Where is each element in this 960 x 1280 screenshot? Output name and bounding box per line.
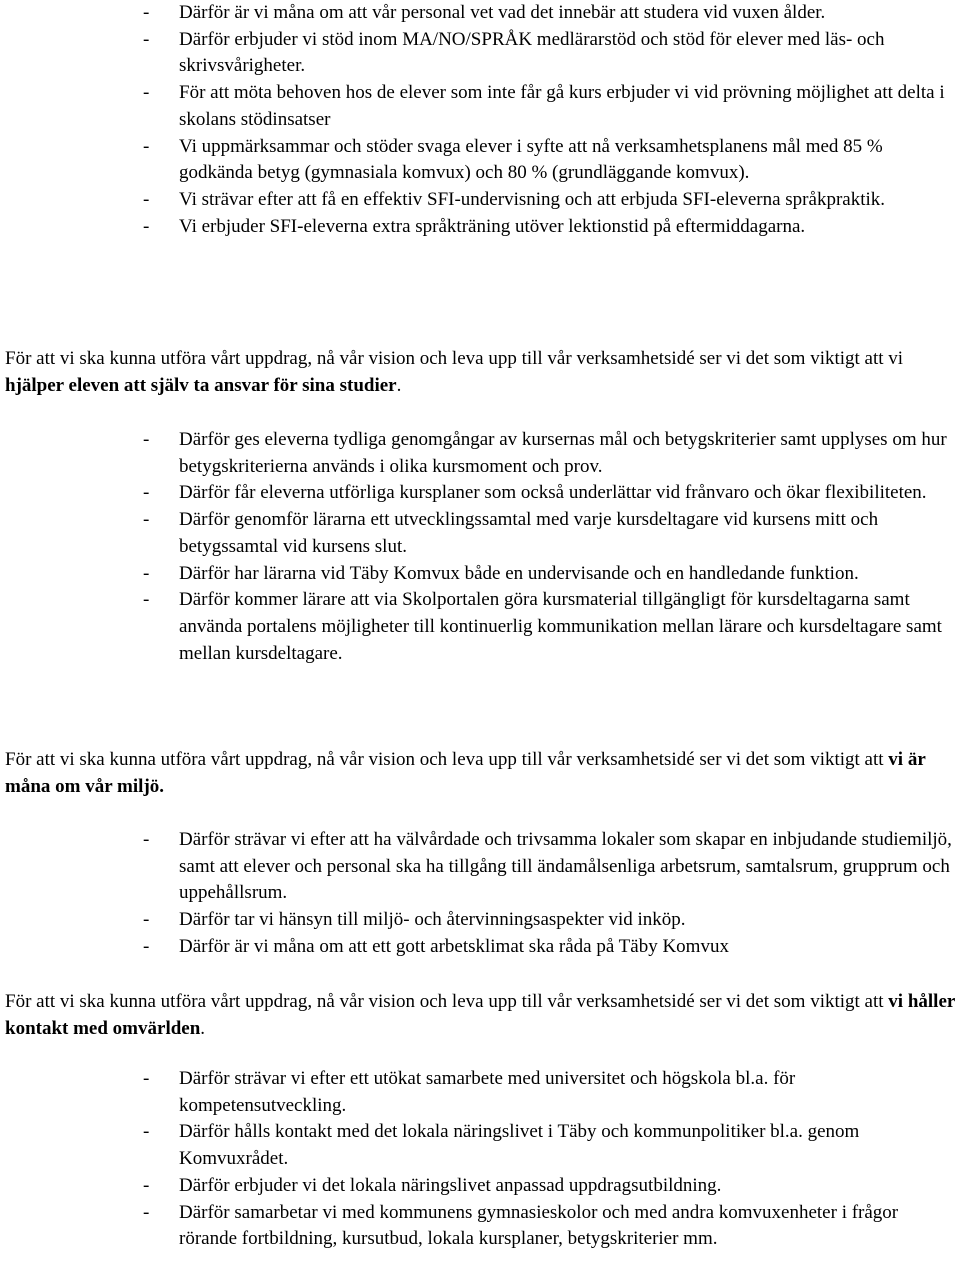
list-item: - Därför ges eleverna tydliga genomgångar av kursernas mål och betygskriterier samt upplyses om hur betygskriterierna används i olika kursmoment och prov.	[143, 429, 947, 477]
emphasis: vi håller kontakt med omvärlden	[5, 991, 955, 1039]
dash-bullet: -	[143, 482, 150, 504]
dash-bullet: -	[143, 909, 150, 931]
dash-bullet: -	[143, 82, 150, 104]
list-item: - Därför strävar vi efter ett utökat samarbete med universitet och högskola bl.a. för kompetensutveckling.	[143, 1068, 796, 1116]
list-item: - Därför är vi måna om att vår personal vet vad det innebär att studera vid vuxen ålder.	[0, 0, 959, 27]
list-item: - Vi uppmärksammar och stöder svaga elever i syfte att nå verksamhetsplanens mål med 85 % godkända betyg (gymnasiala komvux) och 80 % (grundläggande komvux).	[143, 135, 883, 184]
dash-bullet: -	[143, 2, 150, 23]
list-item: - Därför får eleverna utförliga kursplaner som också underlättar vid frånvaro och ökar flexibiliteten.	[0, 480, 959, 507]
bullet-list-support	[0, 0, 959, 240]
paragraph-outreach: För att vi ska kunna utföra vårt uppdrag, nå vår vision och leva upp till vår verksamhetsidé ser vi det som viktigt att vi håller kontakt med omvärlden.	[5, 991, 955, 1039]
dash-bullet: -	[143, 509, 150, 531]
dash-bullet: -	[143, 1201, 150, 1223]
dash-bullet: -	[143, 28, 150, 50]
list-item: - Vi erbjuder SFI-eleverna extra språkträning utöver lektionstid på eftermiddagarna.	[0, 214, 959, 241]
list-item: - Därför strävar vi efter att ha välvårdade och trivsamma lokaler som skapar en inbjudande studiemiljö, samt att elever och personal ska ha tillgång till ändamålsenliga arbetsrum, samtalsrum, grupprum och uppehållsrum.	[143, 829, 952, 904]
list-item: - Därför samarbetar vi med kommunens gymnasieskolor och med andra komvuxenheter i frågor rörande fortbildning, kursutbud, lokala kursplaner, betygskriterier mm.	[143, 1201, 899, 1250]
list-item: - Vi strävar efter att få en effektiv SFI-undervisning och att erbjuda SFI-eleverna språkpraktik.	[0, 187, 959, 214]
dash-bullet: -	[143, 1174, 150, 1196]
list-item: - För att möta behoven hos de elever som inte får gå kurs erbjuder vi vid prövning möjlighet att delta i skolans stödinsatser	[143, 82, 945, 130]
dash-bullet: -	[143, 562, 150, 584]
dash-bullet: -	[143, 429, 150, 450]
list-item: - Därför kommer lärare att via Skolportalen göra kursmaterial tillgängligt för kursdeltagarna samt använda portalens möjligheter till kontinuerlig kommunikation mellan lärare och kursdeltagare samt mellan kursdeltagare.	[143, 589, 942, 664]
dash-bullet: -	[143, 188, 150, 210]
list-item: - Därför erbjuder vi det lokala näringslivet anpassad uppdragsutbildning.	[0, 1173, 959, 1200]
bullet-list-responsibility	[0, 427, 959, 667]
list-item: - Därför är vi måna om att ett gott arbetsklimat ska råda på Täby Komvux	[0, 934, 959, 961]
dash-bullet: -	[143, 589, 150, 611]
bullet-list-outreach	[0, 1066, 959, 1253]
dash-bullet: -	[143, 1068, 150, 1089]
list-item: - Därför har lärarna vid Täby Komvux både en undervisande och en handledande funktion.	[0, 561, 959, 588]
dash-bullet: -	[143, 829, 150, 850]
list-item: - Därför erbjuder vi stöd inom MA/NO/SPRÅK medlärarstöd och stöd för elever med läs- och skrivsvårigheter.	[143, 28, 885, 77]
dash-bullet: -	[143, 135, 150, 157]
paragraph-environment: För att vi ska kunna utföra vårt uppdrag, nå vår vision och leva upp till vår verksamhetsidé ser vi det som viktigt att vi är måna om vår miljö.	[5, 749, 926, 797]
bullet-list-environment	[0, 827, 959, 961]
dash-bullet: -	[143, 935, 150, 957]
list-item: - Därför tar vi hänsyn till miljö- och återvinningsaspekter vid inköp.	[0, 907, 959, 934]
dash-bullet: -	[143, 1121, 150, 1143]
list-item: - Därför genomför lärarna ett utvecklingssamtal med varje kursdeltagare vid kursens mitt och betygssamtal vid kursens slut.	[143, 509, 879, 557]
emphasis: vi är måna om vår miljö.	[5, 749, 926, 797]
list-item: - Därför hålls kontakt med det lokala näringslivet i Täby och kommunpolitiker bl.a. genom Komvuxrådet.	[143, 1121, 860, 1170]
emphasis: hjälper eleven att själv ta ansvar för sina studier	[5, 374, 397, 396]
dash-bullet: -	[143, 215, 150, 237]
paragraph-responsibility: För att vi ska kunna utföra vårt uppdrag, nå vår vision och leva upp till vår verksamhetsidé ser vi det som viktigt att vi hjälper eleven att själv ta ansvar för sina studier.	[5, 348, 904, 396]
